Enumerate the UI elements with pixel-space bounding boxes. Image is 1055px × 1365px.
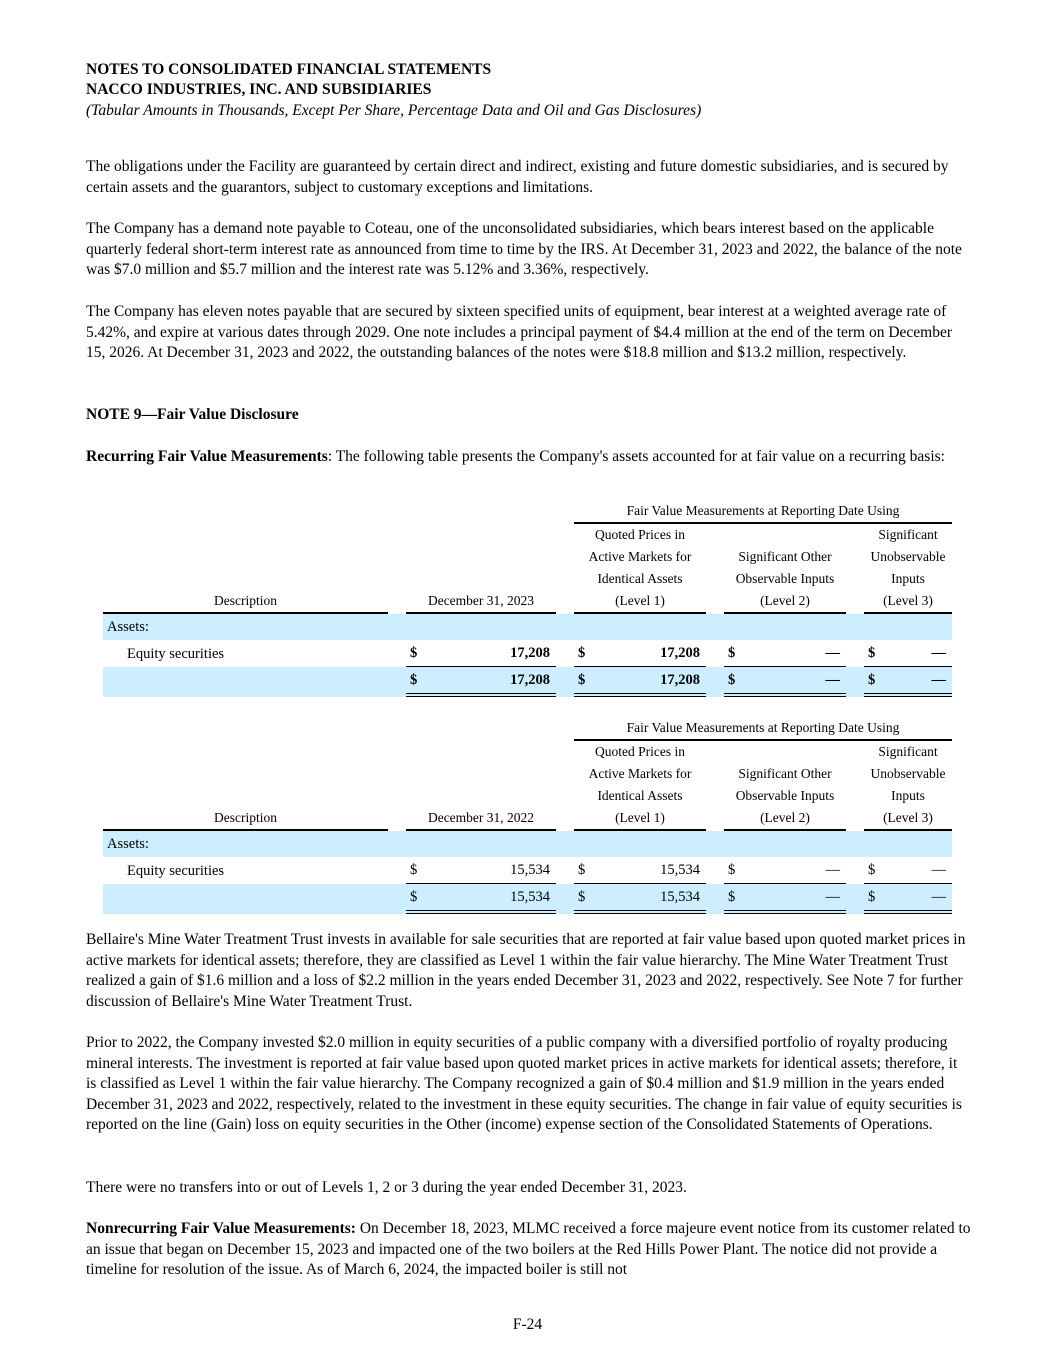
page-number: F-24 <box>512 1316 543 1333</box>
section-assets: Assets: <box>103 831 952 857</box>
col-description: Description <box>103 807 388 831</box>
paragraph-coteau-note: The Company has a demand note payable to Coteau, one of the unconsolidated subsidiaries, which bears interest based on the applicable quarterly federal short-term interest rate as announced from time to time by the IRS. At December 31, 2023 and 2022, the balance of the note was $7.0 million and $5.7 million and the interest rate was 5.12% and 3.36%, respectively. <box>86 220 962 279</box>
paragraph-equipment-notes: The Company has eleven notes payable that are secured by sixteen specified units of equipment, bear interest at a weighted average rate of 5.42%, and expire at various dates through 2029. One note includes a principal payment of $4.4 million at the end of the term on December 15, 2026. At December 31, 2023 and 2022, the outstanding balances of the notes were $18.8 million and $13.2 million, respectively. <box>86 303 953 362</box>
header-title: NOTES TO CONSOLIDATED FINANCIAL STATEMENTS <box>86 61 492 78</box>
col-date: December 31, 2023 <box>406 590 556 614</box>
total-row: $ 15,534 $ 15,534 $ — $ — <box>103 884 952 914</box>
note-heading: NOTE 9—Fair Value Disclosure <box>86 406 299 423</box>
fair-value-table-2023: Fair Value Measurements at Reporting Date Using Quoted Prices in Significant Active Markets for Significant Other Unobservable Identical Assets Observable Inputs Inputs Description December 31, 2023 (Level 1) (Level 2) (Level 3) Assets: Equity securities $ 17,208 $ 17,208 $ — $ — $ 17,208 $ 17,208 $ — $ — <box>103 500 952 697</box>
col-level1: (Level 1) <box>574 807 706 831</box>
nonrecurring-label: Nonrecurring Fair Value Measurements: <box>86 1220 356 1237</box>
col-description: Description <box>103 590 388 614</box>
paragraph-recurring: Recurring Fair Value Measurements: The following table presents the Company's assets accounted for at fair value on a recurring basis: <box>86 448 945 465</box>
document-header <box>86 60 971 121</box>
table-row: Equity securities $ 17,208 $ 17,208 $ — $ — <box>103 640 952 667</box>
col-level2: (Level 2) <box>724 807 846 831</box>
col-date: December 31, 2022 <box>406 807 556 831</box>
span-header: Fair Value Measurements at Reporting Date Using <box>574 717 952 741</box>
span-header: Fair Value Measurements at Reporting Date Using <box>574 500 952 524</box>
paragraph-equity-investment: Prior to 2022, the Company invested $2.0 million in equity securities of a public company with a diversified portfolio of royalty producing mineral interests. The investment is reported at fair value based upon quoted market prices in active markets for identical assets; therefore, it is classified as Level 1 within the fair value hierarchy. The Company recognized a gain of $0.4 million and $1.9 million in the years ended December 31, 2023 and 2022, respectively, related to the investment in these equity securities. The change in fair value of equity securities is reported on the line (Gain) loss on equity securities in the Other (income) expense section of the Consolidated Statements of Operations. <box>86 1034 962 1134</box>
col-level3: (Level 3) <box>864 807 952 831</box>
paragraph-no-transfers: There were no transfers into or out of Levels 1, 2 or 3 during the year ended December 31, 2023. <box>86 1179 687 1196</box>
col-level3: (Level 3) <box>864 590 952 614</box>
table-row: Equity securities $ 15,534 $ 15,534 $ — $ — <box>103 857 952 884</box>
recurring-label: Recurring Fair Value Measurements <box>86 448 328 465</box>
fair-value-table-2022: Fair Value Measurements at Reporting Date Using Quoted Prices in Significant Active Markets for Significant Other Unobservable Identical Assets Observable Inputs Inputs Description December 31, 2022 (Level 1) (Level 2) (Level 3) Assets: Equity securities $ 15,534 $ 15,534 $ — $ — $ 15,534 $ 15,534 $ — $ — <box>103 717 952 914</box>
total-row: $ 17,208 $ 17,208 $ — $ — <box>103 667 952 697</box>
paragraph-nonrecurring: Nonrecurring Fair Value Measurements: On December 18, 2023, MLMC received a force majeure event notice from its customer related to an issue that began on December 15, 2023 and impacted one of the two boilers at the Red Hills Power Plant. The notice did not provide a timeline for resolution of the issue. As of March 6, 2024, the impacted boiler is still not <box>86 1220 971 1279</box>
col-level1: (Level 1) <box>574 590 706 614</box>
paragraph-bellaire-trust: Bellaire's Mine Water Treatment Trust invests in available for sale securities that are reported at fair value based upon quoted market prices in active markets for identical assets; therefore, they are classified as Level 1 within the fair value hierarchy. The Mine Water Treatment Trust realized a gain of $1.6 million and a loss of $2.2 million in the years ended December 31, 2023 and 2022, respectively. See Note 7 for further discussion of Bellaire's Mine Water Treatment Trust. <box>86 931 966 1010</box>
header-company: NACCO INDUSTRIES, INC. AND SUBSIDIARIES <box>86 81 432 98</box>
col-level2: (Level 2) <box>724 590 846 614</box>
paragraph-facility: The obligations under the Facility are guaranteed by certain direct and indirect, existing and future domestic subsidiaries, and is secured by certain assets and the guarantors, subject to customary exceptions and limitations. <box>86 158 949 196</box>
header-subtitle: (Tabular Amounts in Thousands, Except Per Share, Percentage Data and Oil and Gas Disclosures) <box>86 102 702 119</box>
section-assets: Assets: <box>103 614 952 640</box>
